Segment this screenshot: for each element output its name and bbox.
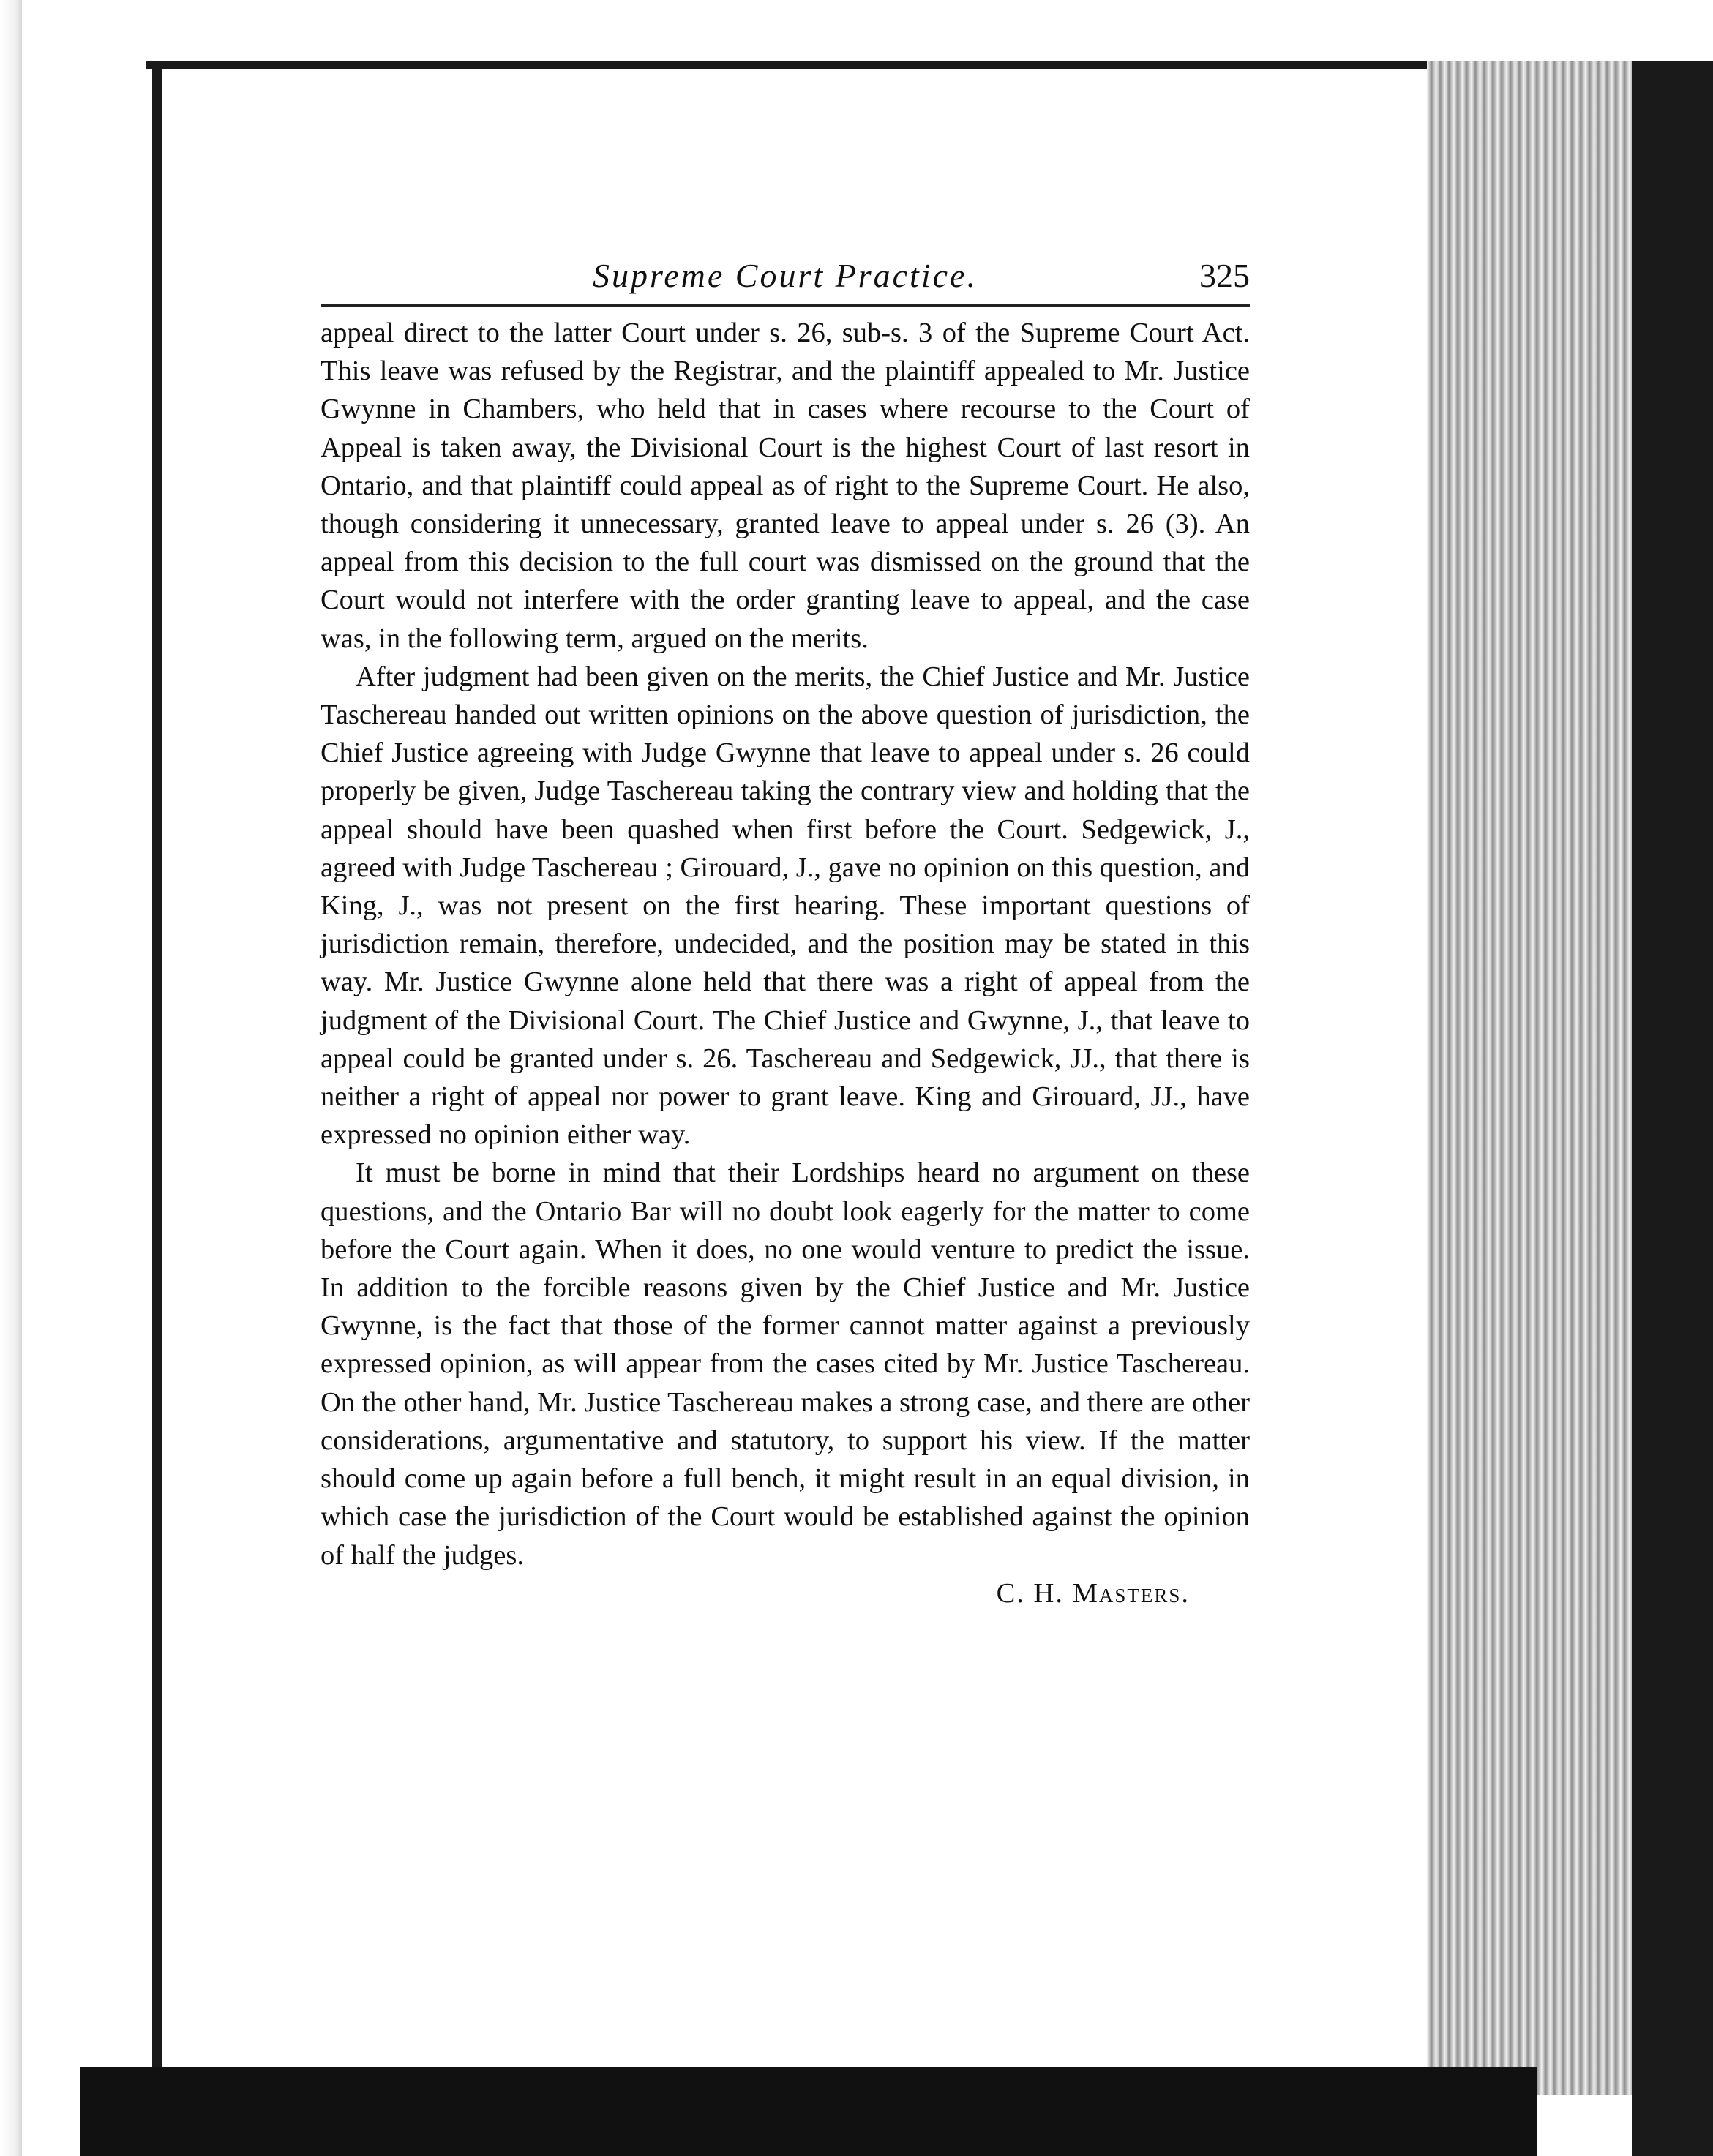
book-top-edge <box>146 61 1500 69</box>
running-head <box>321 256 1250 307</box>
paragraph-1: appeal direct to the latter Court under s. 26, sub-s. 3 of the Supreme Court Act. This leave was refused by the Registrar, and the plaintiff appealed to Mr. Justice Gwynne in Chambers, who held that in cases where recourse to the Court of Appeal is taken away, the Divisional Court is the highest Court of last resort in Ontario, and that plaintiff could appeal as of right to the Supreme Court. He also, though considering it unnecessary, granted leave to appeal under s. 26 (3). An appeal from this decision to the full court was dismissed on the ground that the Court would not interfere with the order granting leave to appeal, and the case was, in the following term, argued on the merits. <box>321 318 1250 654</box>
scan-left-margin <box>0 0 22 2156</box>
body-text <box>321 314 1250 1574</box>
author-signature: C. H. Masters. <box>996 1577 1190 1609</box>
paragraph-3: It must be borne in mind that their Lordships heard no argument on these questions, and the Ontario Bar will no doubt look eagerly for the matter to come before the Court again. When it does, no one would venture to predict the issue. In addition to the forcible reasons given by the Chief Justice and Mr. Justice Gwynne, is the fact that those of the former cannot matter against a previously expressed opinion, as will appear from the cases cited by Mr. Justice Taschereau. On the other hand, Mr. Justice Taschereau makes a strong case, and there are other considerations, argumentative and statutory, to support his view. If the matter should come up again before a full bench, it might result in an equal division, in which case the jurisdiction of the Court would be established against the opinion of half the judges. <box>321 1157 1250 1571</box>
paragraph-2: After judgment had been given on the merits, the Chief Justice and Mr. Justice Taschereau handed out written opinions on the above question of jurisdiction, the Chief Justice agreeing with Judge Gwynne that leave to appeal under s. 26 could properly be given, Judge Taschereau taking the contrary view and holding that the appeal should have been quashed when first before the Court. Sedgewick, J., agreed with Judge Taschereau ; Girouard, J., gave no opinion on this question, and King, J., was not present on the first hearing. These important questions of jurisdiction remain, therefore, undecided, and the position may be stated in this way. Mr. Justice Gwynne alone held that there was a right of appeal from the judgment of the Divisional Court. The Chief Justice and Gwynne, J., that leave to appeal could be granted under s. 26. Taschereau and Sedgewick, JJ., that there is neither a right of appeal nor power to grant leave. King and Girouard, JJ., have expressed no opinion either way. <box>321 661 1251 1151</box>
book-left-edge <box>152 61 162 2081</box>
book-bottom-edge <box>80 2067 1537 2156</box>
book-page <box>321 256 1250 1612</box>
book-cover-edge <box>1632 61 1713 2156</box>
page-number: 325 <box>1199 257 1250 294</box>
running-title: Supreme Court Practice. <box>593 257 978 294</box>
